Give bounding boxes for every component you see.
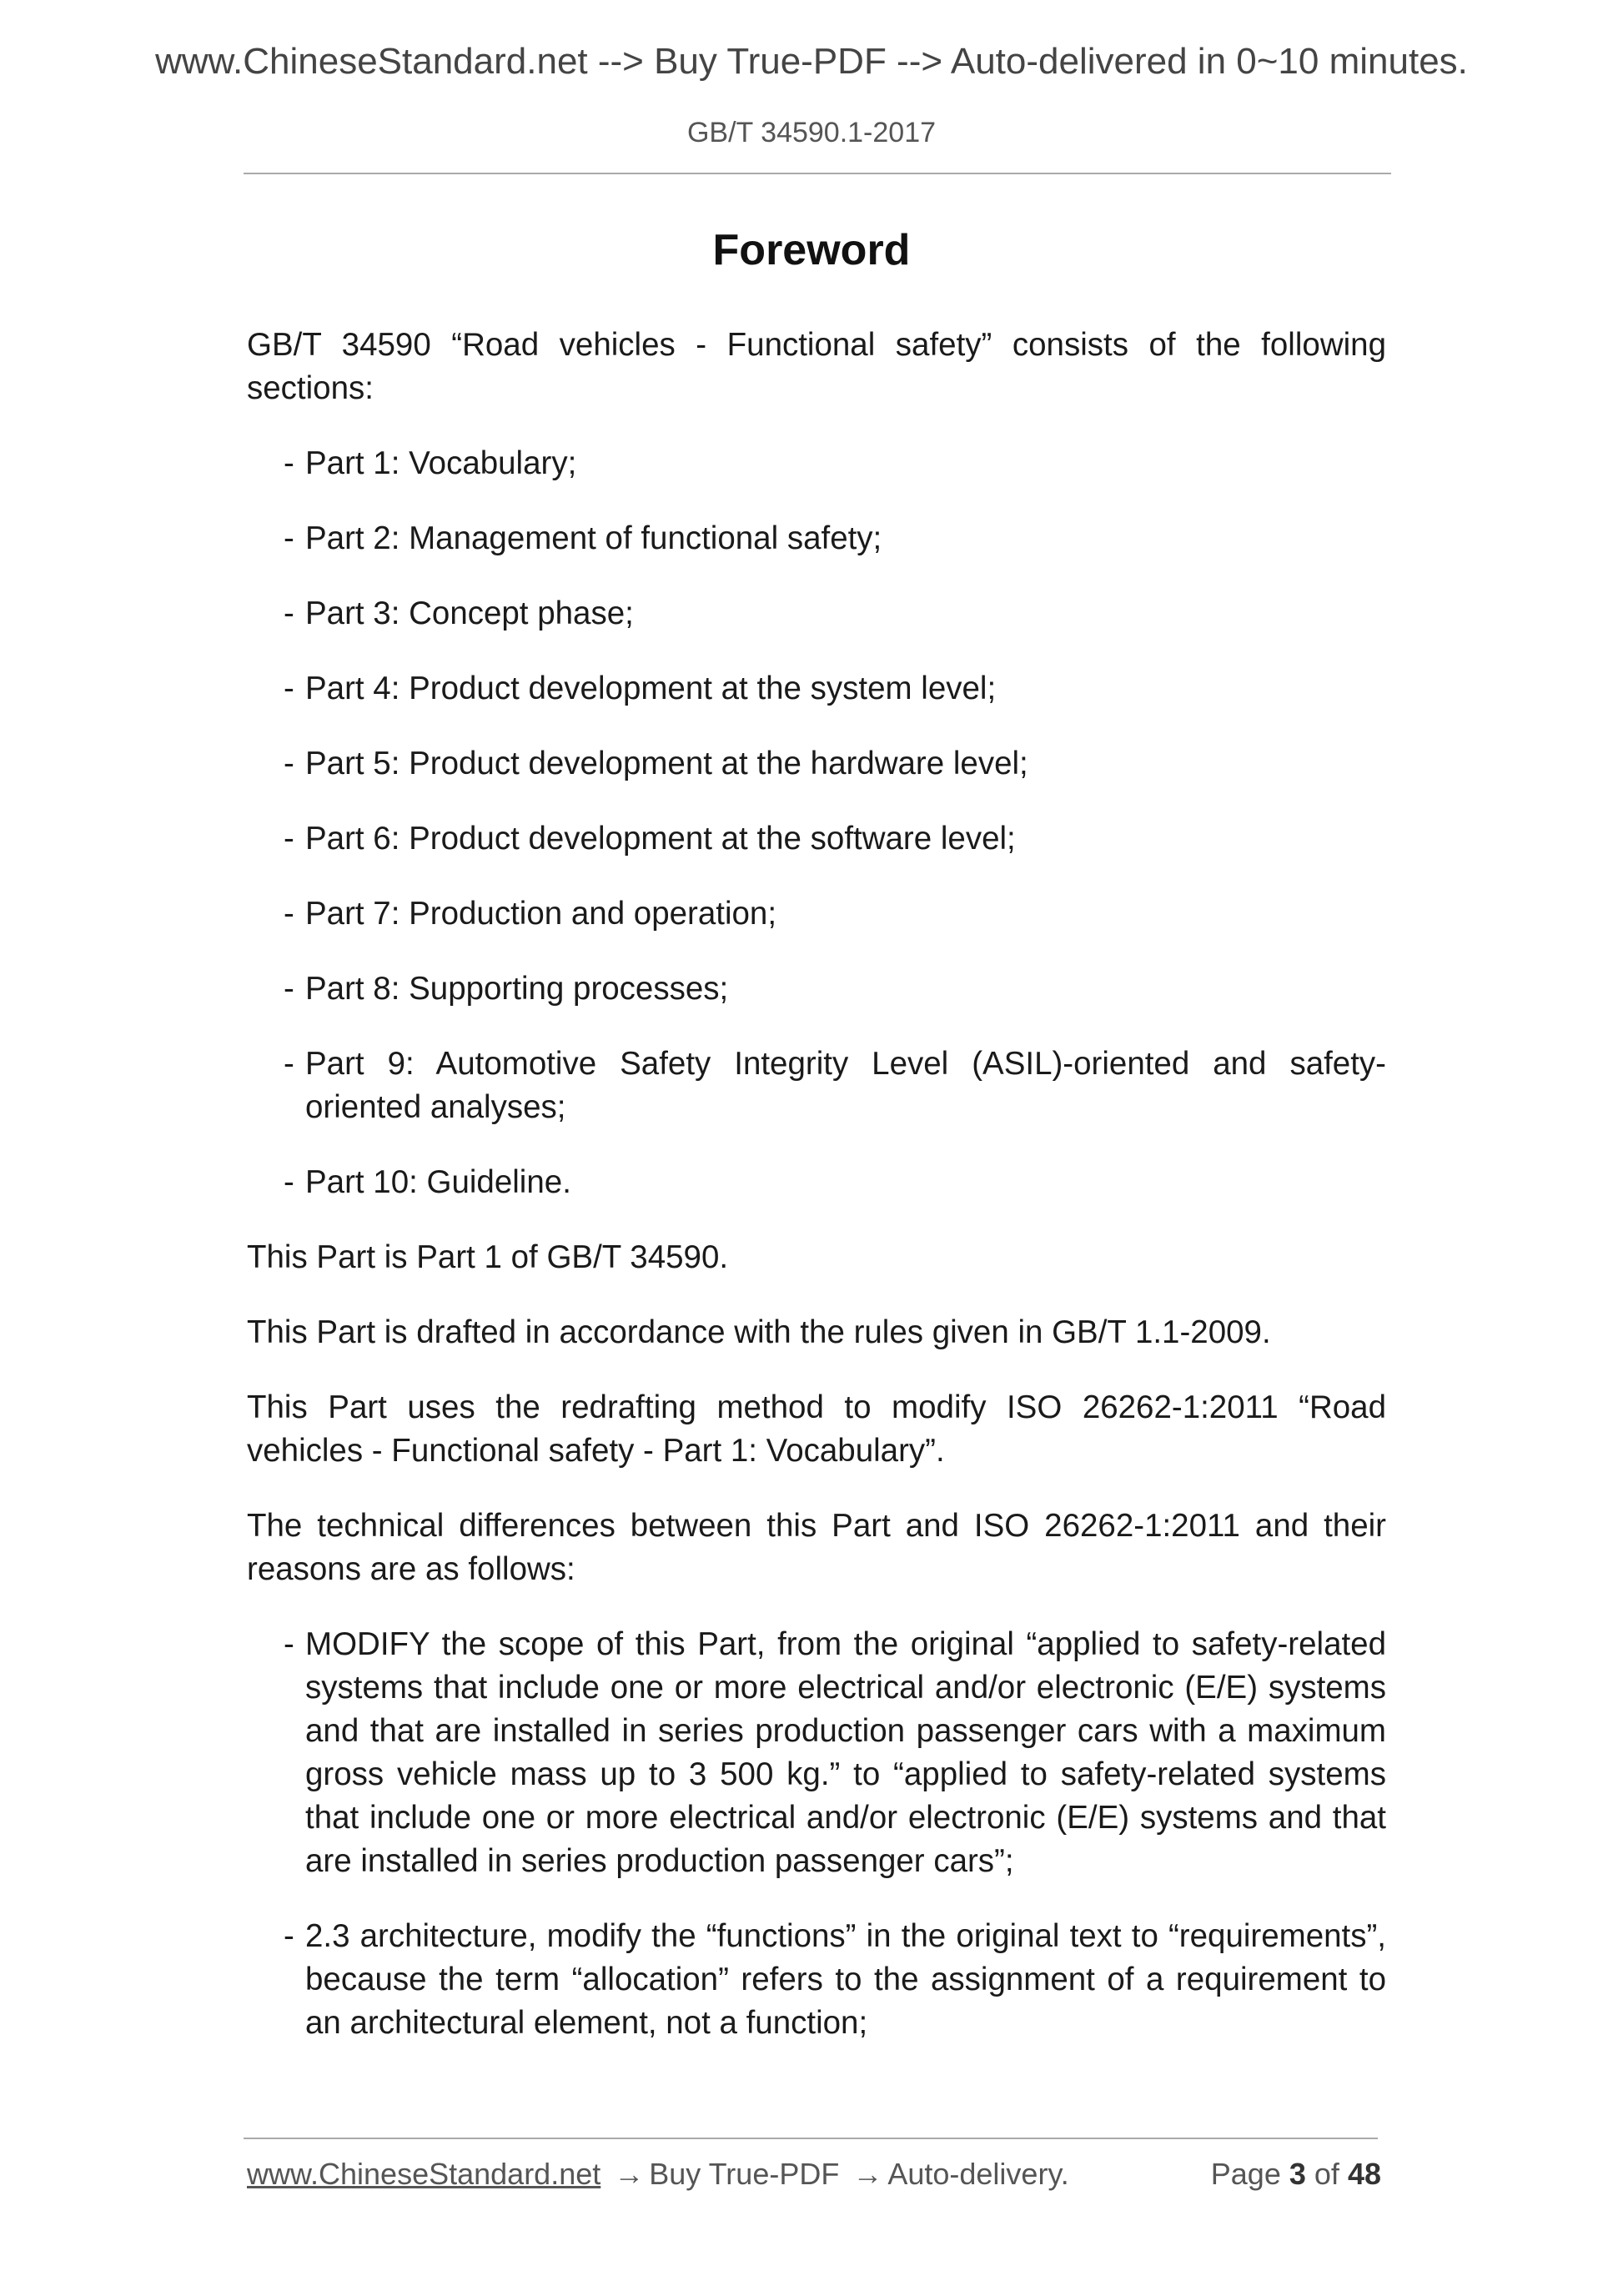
part-label: Part 5: Product development at the hardware level; [305, 746, 1028, 781]
intro-paragraph: GB/T 34590 “Road vehicles - Functional safety” consists of the following sections: [247, 327, 1386, 406]
paragraph-differences-intro: The technical differences between this Part and ISO 26262-1:2011 and their reasons are as follows: [247, 1508, 1386, 1587]
paragraph-redrafting: This Part uses the redrafting method to modify ISO 26262-1:2011 “Road vehicles - Functional safety - Part 1: Vocabulary”. [247, 1389, 1386, 1469]
list-item [247, 592, 1386, 636]
dash-marker: - [284, 1164, 294, 1200]
dash-marker: - [284, 821, 294, 857]
dash-marker: - [284, 896, 294, 932]
part-label: Part 7: Production and operation; [305, 896, 777, 932]
list-item [247, 742, 1386, 786]
dash-marker: - [284, 1918, 294, 1954]
difference-text: 2.3 architecture, modify the “functions” in the original text to “requirements”, because the term “allocation” refers to the assignment of a requirement to an architectural element, not a function; [305, 1918, 1386, 2041]
paragraph-drafting-rules: This Part is drafted in accordance with the rules given in GB/T 1.1-2009. [247, 1314, 1271, 1350]
site-link[interactable]: www.ChineseStandard.net [247, 2157, 601, 2191]
parts-list [247, 442, 1386, 1204]
header-divider [244, 173, 1391, 174]
part-label: Part 4: Product development at the system level; [305, 671, 997, 706]
dash-marker: - [284, 595, 294, 631]
difference-text: MODIFY the scope of this Part, from the original “applied to safety-related systems that include one or more electrical and/or electronic (E/E) systems and that are installed in series production passenger cars with a maximum gross vehicle mass up to 3 500 kg.” to “applied to safety-related systems that include one or more electrical and/or electronic (E/E) systems and that are installed in series production passenger cars”; [305, 1626, 1386, 1879]
dash-marker: - [284, 671, 294, 706]
arrow-right-icon: → [852, 2157, 883, 2191]
part-label: Part 3: Concept phase; [305, 595, 634, 631]
delivery-text: Auto-delivery. [887, 2157, 1069, 2191]
list-item [247, 517, 1386, 560]
list-item [247, 442, 1386, 485]
part-label: Part 8: Supporting processes; [305, 971, 729, 1007]
part-label: Part 2: Management of functional safety; [305, 520, 882, 556]
footer-divider [244, 2138, 1378, 2139]
list-item [247, 667, 1386, 711]
dash-marker: - [284, 520, 294, 556]
document-body [247, 324, 1386, 2077]
page-title: Foreword [712, 226, 911, 274]
paragraph-part-number: This Part is Part 1 of GB/T 34590. [247, 1239, 729, 1275]
header-banner: www.ChineseStandard.net --> Buy True-PDF --> Auto-delivered in 0~10 minutes. [155, 41, 1468, 82]
list-item [247, 1623, 1386, 1883]
part-label: Part 9: Automotive Safety Integrity Level (ASIL)-oriented and safety-oriented analyses; [305, 1046, 1386, 1125]
page-indicator [1211, 2157, 1381, 2192]
part-label: Part 1: Vocabulary; [305, 445, 577, 481]
page-number: 3 [1289, 2157, 1306, 2191]
dash-marker: - [284, 1046, 294, 1082]
page-footer [247, 2157, 1381, 2192]
of-label: of [1314, 2157, 1339, 2191]
arrow-right-icon: → [614, 2157, 645, 2191]
dash-marker: - [284, 1626, 294, 1662]
dash-marker: - [284, 445, 294, 481]
list-item [247, 817, 1386, 861]
part-label: Part 6: Product development at the software level; [305, 821, 1016, 857]
total-pages: 48 [1347, 2157, 1381, 2191]
differences-list [247, 1623, 1386, 2045]
footer-promo [247, 2157, 1069, 2192]
buy-text: Buy True-PDF [649, 2157, 840, 2191]
list-item [247, 1042, 1386, 1129]
dash-marker: - [284, 971, 294, 1007]
list-item [247, 892, 1386, 936]
list-item [247, 967, 1386, 1011]
document-code: GB/T 34590.1-2017 [686, 117, 937, 148]
list-item [247, 1915, 1386, 2045]
list-item [247, 1161, 1386, 1204]
part-label: Part 10: Guideline. [305, 1164, 571, 1200]
dash-marker: - [284, 746, 294, 781]
page-label: Page [1210, 2157, 1281, 2191]
